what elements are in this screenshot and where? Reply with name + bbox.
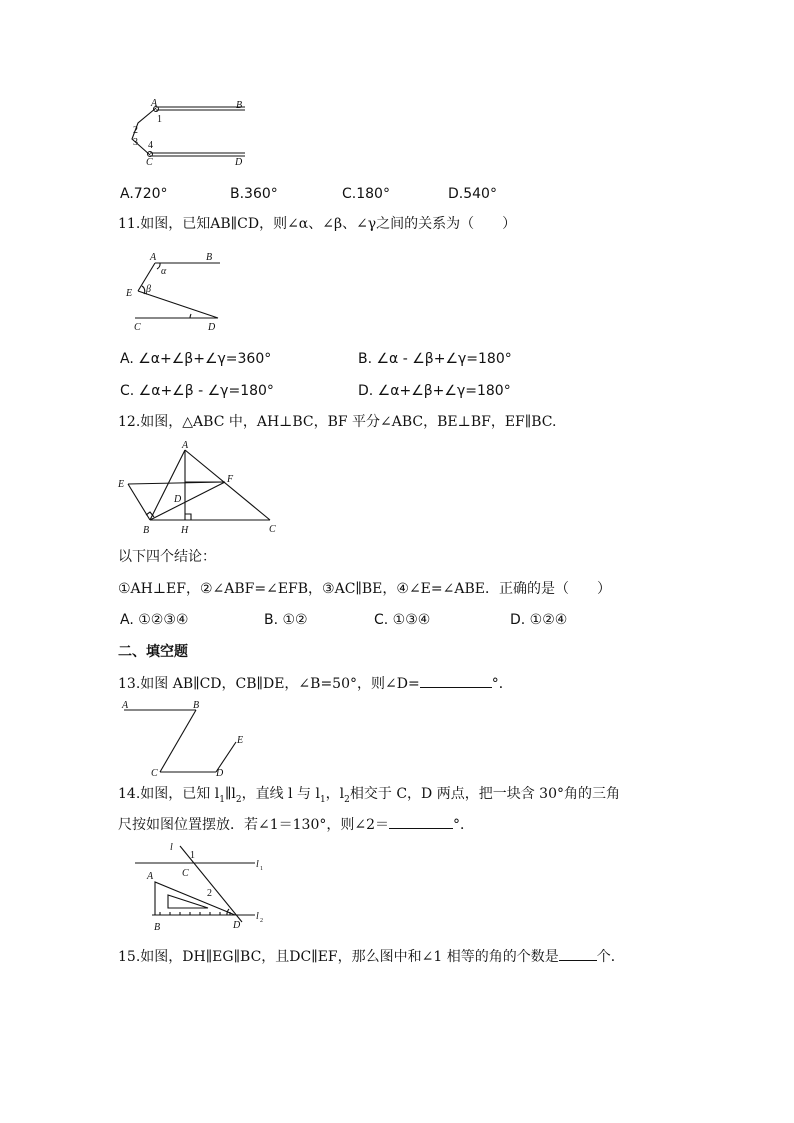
q10-label-D: D	[235, 157, 243, 168]
q12-option-b: B. ①②	[264, 612, 308, 628]
q14-l2-a: 尺按如图位置摆放．若∠1＝130°，则∠2＝	[118, 817, 389, 833]
q11-option-b: B. ∠α - ∠β+∠γ=180°	[358, 351, 512, 367]
q13-figure	[118, 700, 248, 780]
q14-label-C: C	[182, 868, 189, 879]
q13-label-D: D	[216, 768, 224, 779]
q12-lead: 以下四个结论：	[118, 549, 216, 565]
q13-stem-b: °．	[491, 676, 513, 692]
q10-label-2: 2	[133, 125, 138, 136]
q14-label-D: D	[233, 920, 241, 931]
q10-label-1: 1	[157, 114, 162, 125]
q12-figure	[115, 440, 285, 540]
q10-option-a: A.720°	[120, 186, 168, 202]
q10-label-B: B	[236, 100, 243, 111]
q15-stem	[118, 948, 625, 966]
q14-label-l1-sub: 1	[260, 866, 263, 872]
q14-figure	[130, 840, 270, 935]
q13-label-C: C	[151, 768, 158, 779]
q14-l1-sub3: 1	[319, 794, 326, 805]
section-heading-fill-blank: 二、填空题	[118, 644, 188, 660]
q11-figure	[120, 248, 230, 338]
q11-label-C: C	[134, 322, 141, 333]
q11-label-A: A	[150, 252, 157, 263]
q14-label-l2-sub: 2	[260, 918, 263, 924]
q12-label-B: B	[143, 525, 150, 536]
q12-label-H: H	[181, 525, 189, 536]
q10-label-3: 3	[133, 137, 138, 148]
q10-option-d: D.540°	[448, 186, 497, 202]
q13-label-B: B	[193, 700, 200, 711]
q15-stem-a: 15.如图，DH∥EG∥BC，且DC∥EF，那么图中和∠1 相等的角的个数是	[118, 949, 559, 965]
q12-option-a: A. ①②③④	[120, 612, 189, 628]
q14-label-A: A	[147, 871, 154, 882]
q10-label-C: C	[146, 157, 153, 168]
q11-stem: 11.如图，已知AB∥CD，则∠α、∠β、∠γ之间的关系为（ ）	[118, 216, 517, 232]
q13-label-E: E	[237, 735, 244, 746]
q14-answer-blank[interactable]	[389, 827, 453, 829]
q15-stem-b: 个．	[596, 949, 625, 965]
q11-label-B: B	[206, 252, 213, 263]
q14-label-1: 1	[190, 850, 195, 861]
q11-option-a: A. ∠α+∠β+∠γ=360°	[120, 351, 272, 367]
q12-label-A: A	[182, 440, 189, 451]
q11-label-D: D	[208, 322, 216, 333]
q10-figure	[120, 95, 260, 170]
q13-stem	[118, 675, 513, 693]
q14-l1-e: 相交于 C，D 两点，把一块含 30°角的三角	[349, 786, 620, 802]
q12-label-D: D	[174, 494, 182, 505]
q13-label-A: A	[122, 700, 129, 711]
q14-l2-b: °．	[453, 817, 474, 833]
q14-l1-b: ∥l	[224, 786, 236, 802]
q11-label-alpha: α	[161, 266, 167, 277]
q12-option-c: C. ①③④	[374, 612, 431, 628]
q14-l1-sub4: 2	[344, 794, 350, 805]
q14-l1-sub1: 1	[219, 794, 225, 805]
q14-l1-c: ，直线 l 与 l	[241, 786, 320, 802]
q10-label-A: A	[151, 98, 158, 109]
q14-line2	[118, 816, 474, 834]
q12-label-E: E	[118, 479, 125, 490]
q14-label-l2: l	[256, 911, 259, 922]
q14-label-l: l	[170, 842, 173, 853]
q12-stem: 12.如图，△ABC 中，AH⊥BC，BF 平分∠ABC，BE⊥BF，EF∥BC.	[118, 414, 557, 430]
q14-l1-d: ，l	[325, 786, 345, 802]
q15-answer-blank[interactable]	[559, 959, 597, 961]
q12-label-C: C	[269, 524, 276, 535]
q10-option-b: B.360°	[230, 186, 278, 202]
q13-answer-blank[interactable]	[420, 686, 492, 688]
q14-label-l1: l	[256, 859, 259, 870]
q10-option-c: C.180°	[342, 186, 390, 202]
q11-option-d: D. ∠α+∠β+∠γ=180°	[358, 383, 511, 399]
q14-l1-sub2: 2	[235, 794, 242, 805]
q13-stem-a: 13.如图 AB∥CD，CB∥DE，∠B=50°，则∠D=	[118, 676, 420, 692]
q14-label-B: B	[154, 922, 161, 933]
q11-option-c: C. ∠α+∠β - ∠γ=180°	[120, 383, 274, 399]
q12-label-F: F	[227, 474, 234, 485]
q14-label-2: 2	[207, 888, 212, 899]
q11-label-E: E	[126, 288, 133, 299]
q10-label-4: 4	[148, 140, 153, 151]
q14-line1	[118, 785, 620, 809]
q12-option-d: D. ①②④	[510, 612, 568, 628]
q14-l1-a: 14.如图，已知 l	[118, 786, 220, 802]
q12-conclusions: ①AH⊥EF，②∠ABF=∠EFB，③AC∥BE，④∠E=∠ABE．正确的是（ ）	[118, 581, 611, 597]
q11-label-beta: β	[146, 284, 151, 295]
